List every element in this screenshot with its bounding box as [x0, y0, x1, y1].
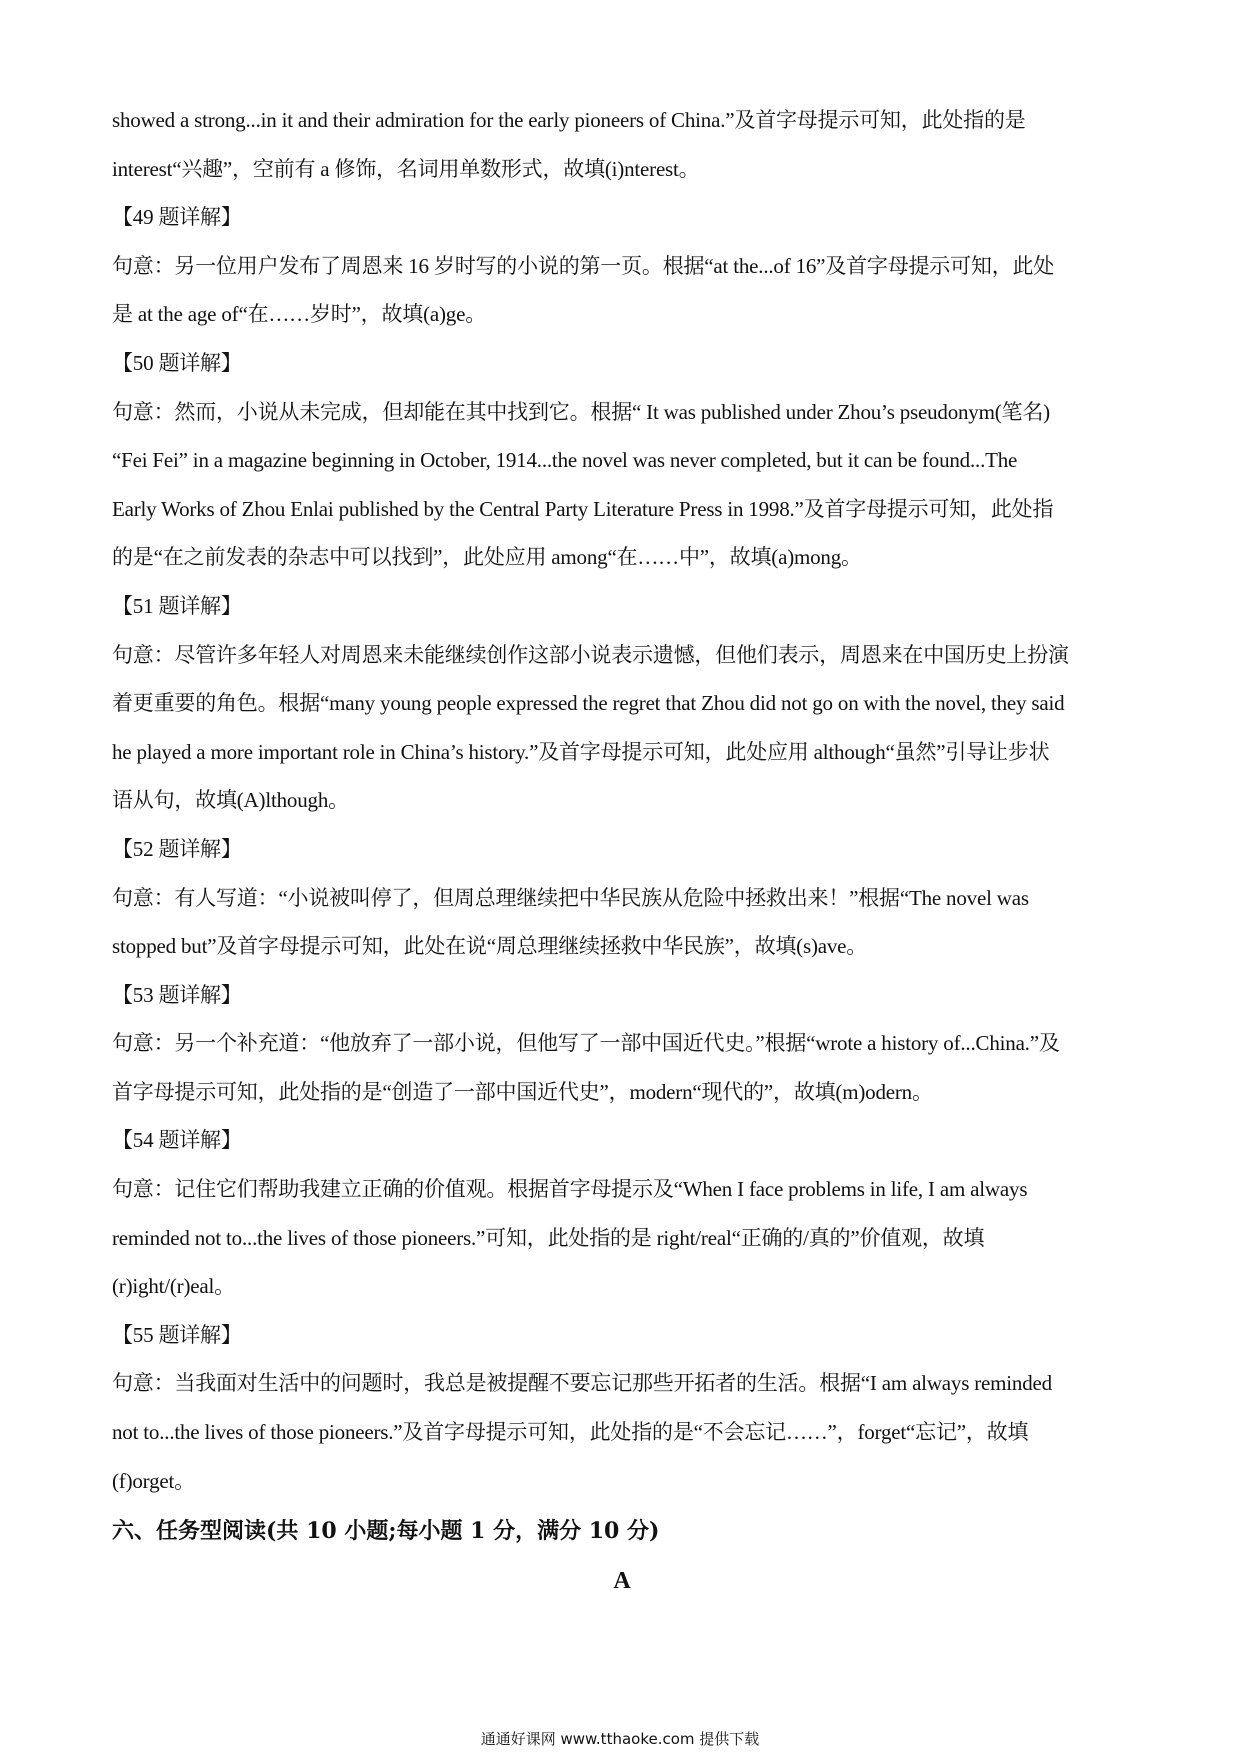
question-51-heading: 【51 题详解】	[112, 593, 242, 618]
line-17: 句意：有人写道：“小说被叫停了，但周总理继续把中华民族从危险中拯救出来！”根据“The novel was	[112, 885, 1029, 910]
line-2: interest“兴趣”，空前有 a 修饰，名词用单数形式，故填(i)nterest。	[112, 156, 700, 181]
line-4: 句意：另一位用户发布了周恩来 16 岁时写的小说的第一页。根据“at the...of 16”及首字母提示可知，此处	[112, 253, 1055, 278]
line-10: 的是“在之前发表的杂志中可以找到”，此处应用 among“在……中”，故填(a)mong。	[112, 545, 862, 570]
question-55-heading: 【55 题详解】	[112, 1322, 242, 1347]
question-50-heading: 【50 题详解】	[112, 350, 242, 375]
section-subheading: A	[613, 1568, 631, 1595]
line-18: stopped but”及首字母提示可知，此处在说“周总理继续拯救中华民族”，故填(s)ave。	[112, 934, 868, 959]
line-9: Early Works of Zhou Enlai published by the Central Party Literature Press in 1998.”及首字母提示可知，此处指	[112, 496, 1054, 521]
line-7: 句意：然而，小说从未完成，但却能在其中找到它。根据“ It was published under Zhou’s pseudonym(笔名)	[112, 399, 1050, 424]
line-14: he played a more important role in China’s history.”及首字母提示可知，此处应用 although“虽然”引导让步状	[112, 739, 1050, 764]
line-20: 句意：另一个补充道：“他放弃了一部小说，但他写了一部中国近代史。”根据“wrote a history of...China.”及	[112, 1031, 1060, 1056]
line-1: showed a strong...in it and their admiration for the early pioneers of China.”及首字母提示可知，此处指的是	[112, 108, 1026, 132]
line-29: (f)orget。	[112, 1468, 195, 1493]
line-15: 语从句，故填(A)lthough。	[112, 788, 349, 813]
line-21: 首字母提示可知，此处指的是“创造了一部中国近代史”，modern“现代的”，故填(m)odern。	[112, 1079, 933, 1104]
question-49-heading: 【49 题详解】	[112, 205, 242, 230]
line-23: 句意：记住它们帮助我建立正确的价值观。根据首字母提示及“When I face problems in life, I am always	[112, 1177, 1028, 1202]
line-28: not to...the lives of those pioneers.”及首字母提示可知，此处指的是“不会忘记……”，forget“忘记”，故填	[112, 1420, 1029, 1445]
footer-watermark: 通通好课网 www.tthaoke.com 提供下载	[480, 1730, 760, 1748]
line-8: “Fei Fei” in a magazine beginning in October, 1914...the novel was never completed, but it can be found...The	[112, 448, 1018, 473]
line-25: (r)ight/(r)eal。	[112, 1274, 235, 1299]
question-53-heading: 【53 题详解】	[112, 982, 242, 1007]
line-27: 句意：当我面对生活中的问题时，我总是被提醒不要忘记那些开拓者的生活。根据“I am always reminded	[112, 1371, 1052, 1396]
section-heading: 六、任务型阅读(共 10 小题;每小题 1 分，满分 10 分)	[112, 1518, 660, 1545]
document-body	[112, 96, 1132, 1605]
line-12: 句意：尽管许多年轻人对周恩来未能继续创作这部小说表示遗憾，但他们表示，周恩来在中国历史上扮演	[112, 642, 1069, 667]
line-13: 着更重要的角色。根据“many young people expressed the regret that Zhou did not go on with the novel, they said	[112, 691, 1065, 716]
line-24: reminded not to...the lives of those pioneers.”可知，此处指的是 right/real“正确的/真的”价值观，故填	[112, 1225, 985, 1250]
question-54-heading: 【54 题详解】	[112, 1128, 242, 1153]
question-52-heading: 【52 题详解】	[112, 836, 242, 861]
line-5: 是 at the age of“在……岁时”，故填(a)ge。	[112, 302, 487, 327]
